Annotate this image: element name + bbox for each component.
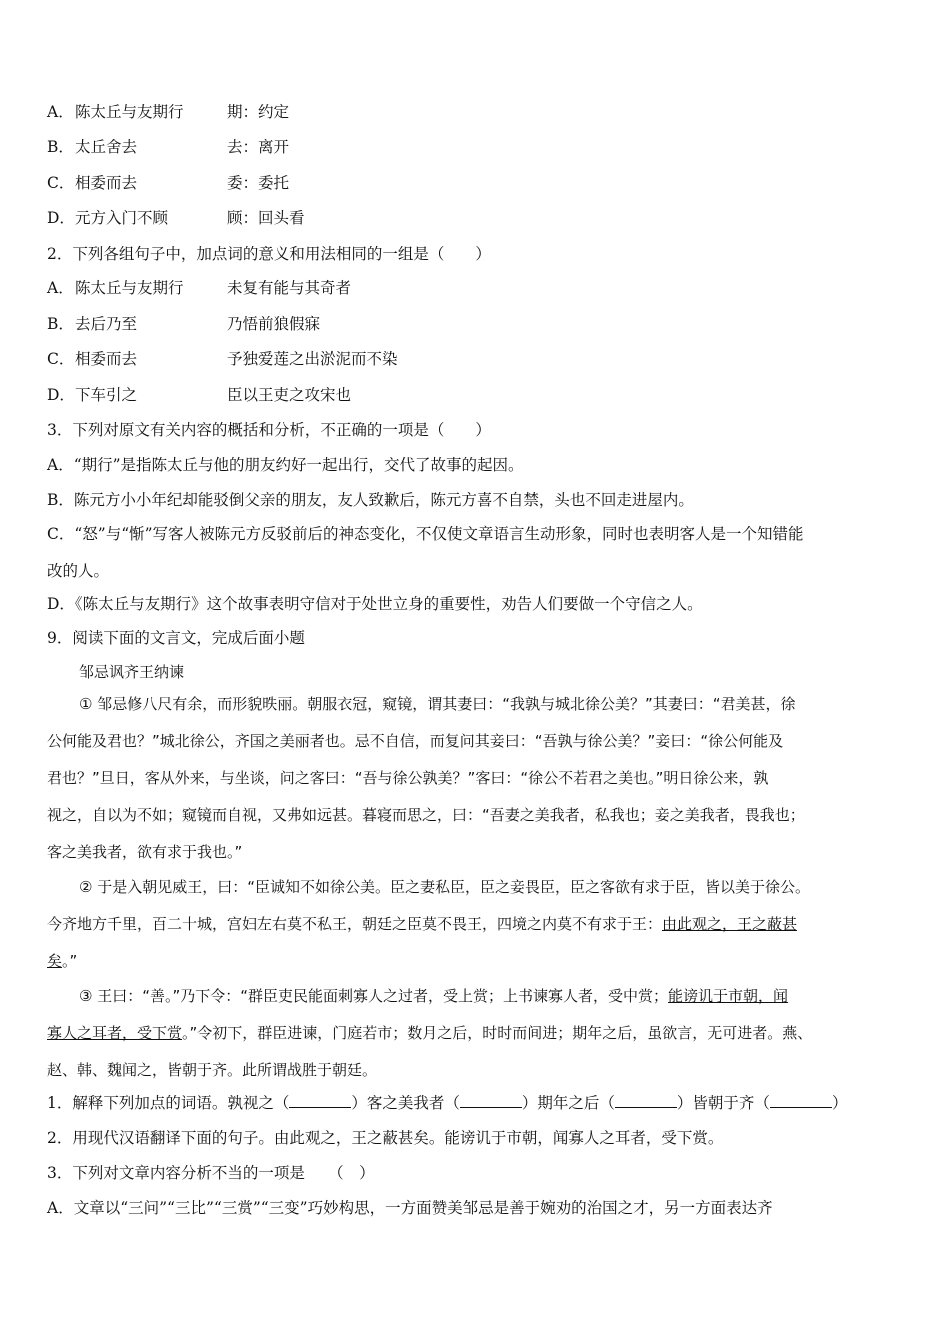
passage-p1-line1: ① 邹忌修八尺有余，而形貌昳丽。朝服衣冠，窥镜，谓其妻曰：“我孰与城北徐公美？”其妻曰：“君美甚，徐 — [79, 695, 796, 713]
subq-2: 2．用现代汉语翻译下面的句子。由此观之，王之蔽甚矣。能谤讥于市朝，闻寡人之耳者，受下赏。 — [47, 1129, 724, 1147]
passage-p2-line3: 矣。” — [47, 952, 78, 970]
option-c: C．相委而去 委：委托 — [47, 174, 290, 192]
answer-blank[interactable] — [289, 1093, 351, 1108]
question-9-intro: 9．阅读下面的文言文，完成后面小题 — [47, 629, 305, 647]
passage-p3-line2: 寡人之耳者，受下赏。”令初下，群臣进谏，门庭若市；数月之后，时时而间进；期年之后，虽欲言，无可进者。燕、 — [47, 1024, 813, 1042]
q3-option-b: B．陈元方小小年纪却能驳倒父亲的朋友，友人致歉后，陈元方喜不自禁，头也不回走进屋内。 — [47, 491, 694, 509]
q2-option-b: B．去后乃至 乃悟前狼假寐 — [47, 315, 321, 333]
passage-p1-line4: 视之，自以为不如；窥镜而自视，又弗如远甚。暮寝而思之，曰：“吾妻之美我者，私我也；妾之美我者，畏我也； — [47, 806, 805, 824]
q3-option-c-cont: 改的人。 — [47, 562, 110, 580]
question-2-stem: 2．下列各组句子中，加点词的意义和用法相同的一组是（ ） — [47, 245, 491, 263]
answer-blank[interactable] — [770, 1093, 832, 1108]
passage-p1-line5: 客之美我者，欲有求于我也。” — [47, 843, 243, 861]
passage-p1-line2: 公何能及君也？”城北徐公，齐国之美丽者也。忌不自信，而复问其妾曰：“吾孰与徐公美？”妾曰：“徐公何能及 — [47, 732, 784, 750]
underlined-sentence-1: 由此观之，王之蔽甚 — [662, 915, 798, 933]
q3-option-a: A．“期行”是指陈太丘与他的朋友约好一起出行，交代了故事的起因。 — [47, 456, 524, 474]
q2-option-d: D．下车引之 臣以王吏之攻宋也 — [47, 386, 352, 404]
passage-p2-line1: ② 于是入朝见威王，曰：“臣诚知不如徐公美。臣之妻私臣，臣之妾畏臣，臣之客欲有求于臣，皆以美于徐公。 — [79, 878, 810, 896]
q3-option-c: C．“怒”与“惭”写客人被陈元方反驳前后的神态变化，不仅使文章语言生动形象，同时也表明客人是一个知错能 — [47, 525, 804, 543]
subq-3-option-a: A．文章以“三问”“三比”“三赏”“三变”巧妙构思，一方面赞美邹忌是善于婉劝的治国之才，另一方面表达齐 — [47, 1199, 773, 1217]
passage-title: 邹忌讽齐王纳谏 — [79, 663, 185, 681]
q2-option-a: A．陈太丘与友期行 未复有能与其奇者 — [47, 279, 352, 297]
option-d: D．元方入门不顾 顾：回头看 — [47, 209, 305, 227]
underlined-sentence-2: 能谤讥于市朝，闻 — [668, 987, 789, 1005]
passage-p3-line3: 赵、韩、魏闻之，皆朝于齐。此所谓战胜于朝廷。 — [47, 1061, 378, 1079]
answer-blank[interactable] — [460, 1093, 522, 1108]
subq-3: 3．下列对文章内容分析不当的一项是 （ ） — [47, 1164, 375, 1182]
passage-p3-line1: ③ 王曰：“善。”乃下令：“群臣吏民能面刺寡人之过者，受上赏；上书谏寡人者，受中赏；能谤讥于市朝，闻 — [79, 987, 789, 1005]
passage-p2-line2: 今齐地方千里，百二十城，宫妇左右莫不私王，朝廷之臣莫不畏王，四境之内莫不有求于王：由此观之，王之蔽甚 — [47, 915, 798, 933]
question-3-stem: 3．下列对原文有关内容的概括和分析，不正确的一项是（ ） — [47, 421, 491, 439]
subq-1: 1．解释下列加点的词语。孰视之（ ）客之美我者（ ）期年之后（ ）皆朝于齐（ ） — [47, 1094, 848, 1112]
option-a: A．陈太丘与友期行 期：约定 — [47, 103, 290, 121]
q2-option-c: C．相委而去 予独爱莲之出淤泥而不染 — [47, 350, 398, 368]
answer-blank[interactable] — [615, 1093, 677, 1108]
passage-p1-line3: 君也？”旦日，客从外来，与坐谈，问之客曰：“吾与徐公孰美？”客曰：“徐公不若君之美也。”明日徐公来，孰 — [47, 769, 769, 787]
q3-option-d: D．《陈太丘与友期行》这个故事表明守信对于处世立身的重要性，劝告人们要做一个守信之人。 — [47, 595, 703, 613]
option-b: B．太丘舍去 去：离开 — [47, 138, 290, 156]
